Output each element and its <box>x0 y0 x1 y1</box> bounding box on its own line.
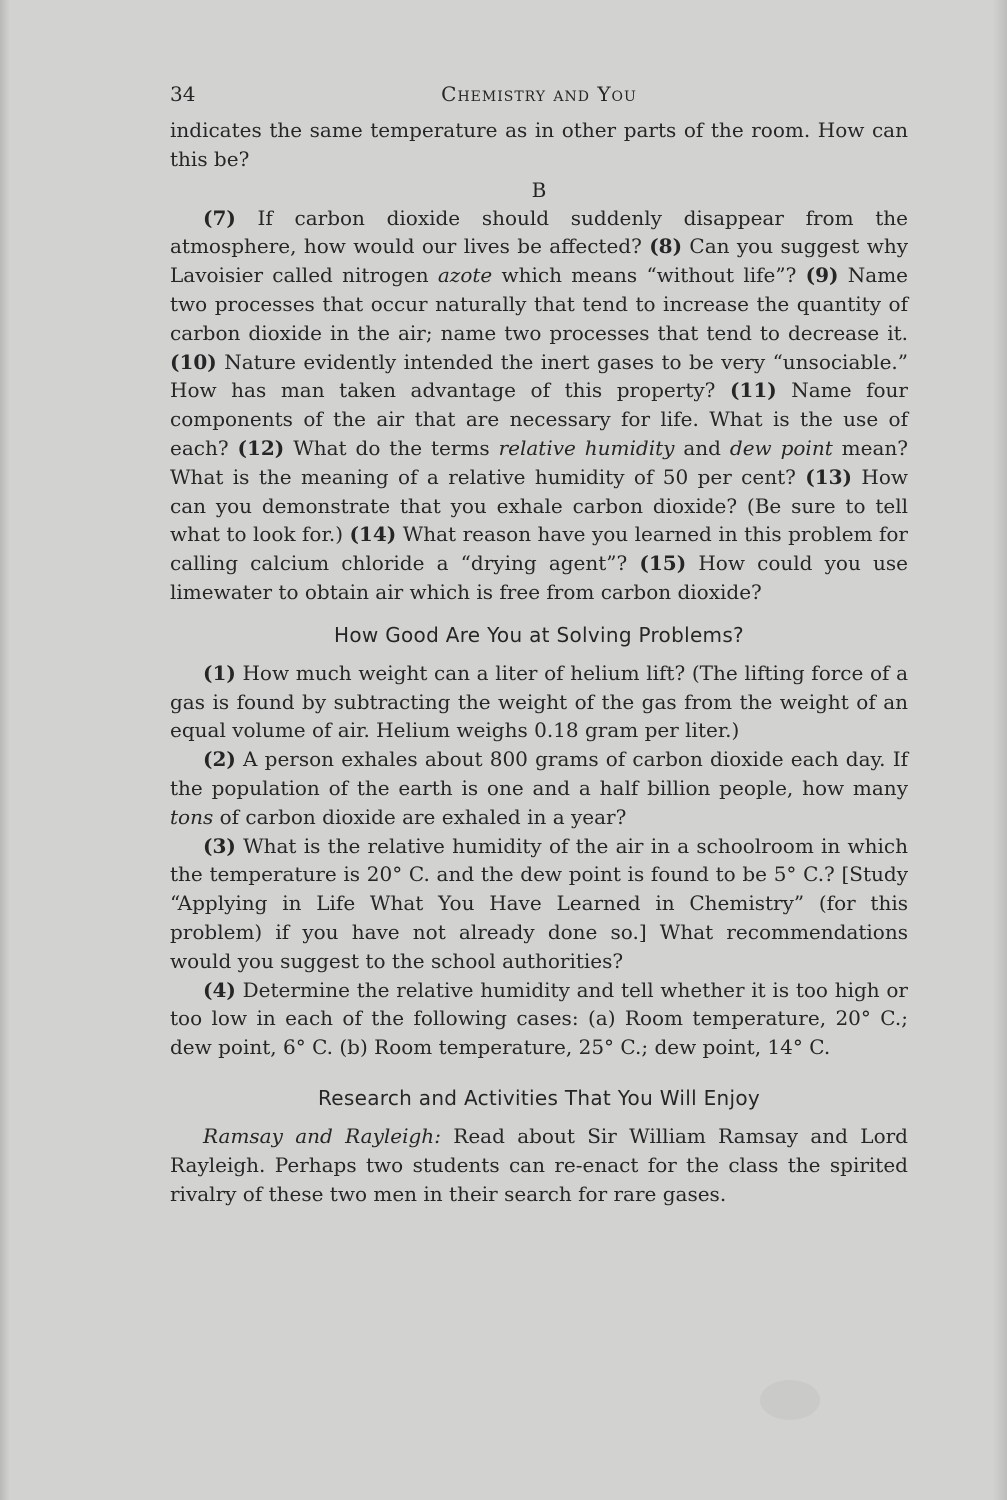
research-heading: Research and Activities That You Will Enjoy <box>317 1085 761 1110</box>
question-number: (9) <box>805 263 839 288</box>
question-text: and <box>674 435 730 460</box>
page-number: 34 <box>170 82 196 106</box>
question-number: (15) <box>639 551 687 576</box>
continuation-paragraph: indicates the same temperature as in other parts of the room. How can this be? <box>170 118 908 171</box>
problem-text: What is the relative humidity of the air in a schoolroom in which the temperature is 20° C. and the dew point is found to be 5° C.? [Study “Applying in Life What You Have Learned in Chemistry” (for this problem) if you have not already done so.] What recommendations would you suggest to the school authorities? <box>170 833 908 973</box>
page-edge-right <box>993 0 1007 1500</box>
book-page <box>170 76 908 1208</box>
question-text: Name two processes that occur naturally that tend to increase the quantity of carbon dioxide in the air; name two processes that tend to decrease it. <box>170 263 908 345</box>
problem-text: of carbon dioxide are exhaled in a year? <box>213 804 627 829</box>
question-text: What do the terms <box>284 435 499 460</box>
problem-number: (1) <box>203 660 236 685</box>
problem-item <box>170 832 908 976</box>
question-text: How can you demonstrate that you exhale carbon dioxide? (Be sure to tell what to look for.) <box>170 464 908 547</box>
section-b-questions <box>170 204 908 607</box>
problem-text: A person exhales about 800 grams of carbon dioxide each day. If the population of the earth is one and a half billion people, how many <box>170 747 908 800</box>
question-text: How could you use limewater to obtain air which is free from carbon dioxide? <box>170 551 908 604</box>
italic-term: tons <box>170 804 214 829</box>
paper-stain <box>760 1380 820 1420</box>
research-text: Read about Sir William Ramsay and Lord Rayleigh. Perhaps two students can re-enact for the class the spirited rivalry of these two men in their search for rare gases. <box>170 1123 908 1206</box>
question-text: Can you suggest why Lavoisier called nitrogen <box>170 234 909 288</box>
italic-term: azote <box>437 263 493 288</box>
problem-item <box>170 976 908 1062</box>
problem-text: How much weight can a liter of helium lift? (The lifting force of a gas is found by subtracting the weight of the gas from the weight of an equal volume of air. Helium weighs 0.18 gram per liter.) <box>170 660 908 743</box>
question-number: (8) <box>649 234 683 259</box>
question-number: (10) <box>170 349 217 374</box>
problem-text: Determine the relative humidity and tell whether it is too high or too low in each of the following cases: (a) Room temperature, 20° C.; dew point, 6° C. (b) Room temperature, 25° C.; dew point, 14° C. <box>170 977 908 1060</box>
problem-number: (4) <box>203 977 236 1002</box>
italic-term: relative humidity <box>498 435 675 460</box>
question-number: (12) <box>237 435 285 460</box>
question-number: (11) <box>729 378 777 403</box>
question-number: (7) <box>203 205 236 230</box>
question-number: (13) <box>805 464 852 489</box>
book-title: Chemistry and You <box>441 82 637 106</box>
question-text: which means “without life”? <box>492 263 806 288</box>
problem-number: (2) <box>203 747 236 772</box>
research-lead: Ramsay and Rayleigh: <box>203 1123 441 1148</box>
page-edge-left <box>0 0 10 1500</box>
problems-heading: How Good Are You at Solving Problems? <box>334 622 744 647</box>
section-letter: B <box>531 177 547 202</box>
problem-item <box>170 659 908 745</box>
italic-term: dew point <box>729 435 833 460</box>
research-paragraph <box>170 1122 908 1208</box>
problem-item <box>170 745 908 831</box>
question-text: If carbon dioxide should suddenly disappear from the atmosphere, how would our lives be affected? <box>170 205 908 259</box>
question-text: Nature evidently intended the inert gases to be very “unsociable.” How has man taken advantage of this property? <box>170 349 908 403</box>
question-text: What reason have you learned in this problem for calling calcium chloride a “drying agent”? <box>170 522 908 576</box>
question-text: Name four components of the air that are necessary for life. What is the use of each? <box>170 378 908 460</box>
running-head <box>170 76 908 116</box>
question-text: mean? What is the meaning of a relative humidity of 50 per cent? <box>170 435 909 489</box>
problem-number: (3) <box>203 833 236 858</box>
question-number: (14) <box>349 522 397 547</box>
